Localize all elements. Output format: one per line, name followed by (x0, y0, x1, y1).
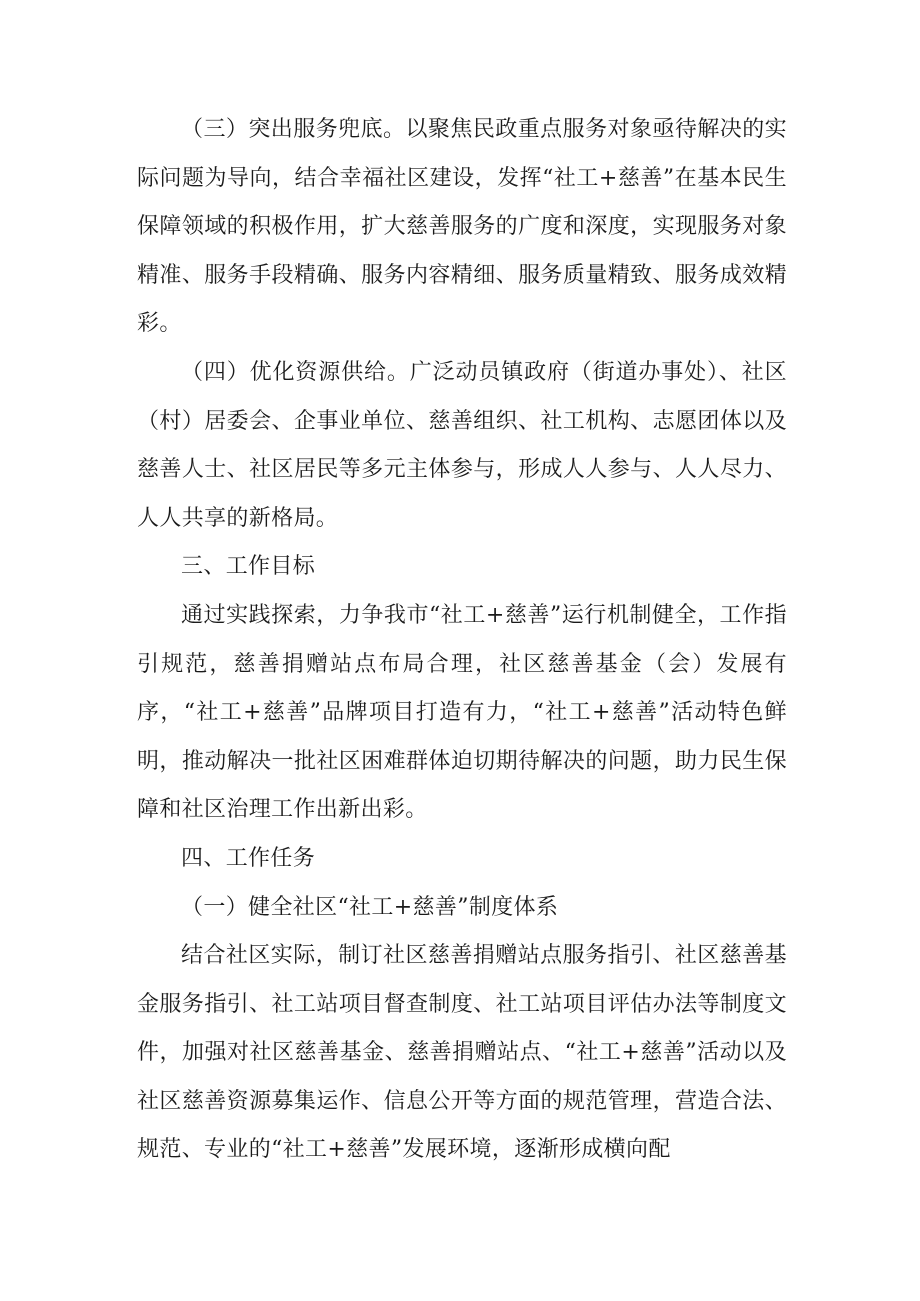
subheading-system-building: （一）健全社区“社工+慈善”制度体系 (181, 894, 559, 920)
section-heading-work-tasks: 四、工作任务 (181, 845, 316, 871)
paragraph-work-goals: 通过实践探索，力争我市“社工+慈善”运行机制健全，工作指引规范，慈善捐赠站点布局合理，社区慈善基金（会）发展有序，“社工+慈善”品牌项目打造有力，“社工+慈善”活动特色鲜明，推动解决一批社区困难群体迫切期待解决的问题，助力民生保障和社区治理工作出新出彩。 (137, 602, 787, 823)
paragraph-system-building: 结合社区实际，制订社区慈善捐赠站点服务指引、社区慈善基金服务指引、社工站项目督查制度、社工站项目评估办法等制度文件，加强对社区慈善基金、慈善捐赠站点、“社工+慈善”活动以及社区慈善资源募集运作、信息公开等方面的规范管理，营造合法、规范、专业的“社工+慈善”发展环境，逐渐形成横向配 (137, 943, 787, 1163)
paragraph-resource-supply: （四）优化资源供给。广泛动员镇政府（街道办事处）、社区（村）居委会、企事业单位、慈善组织、社工机构、志愿团体以及慈善人士、社区居民等多元主体参与，形成人人参与、人人尽力、人人共享的新格局。 (137, 359, 787, 531)
section-heading-work-goals: 三、工作目标 (181, 554, 316, 580)
document-body (137, 106, 787, 1175)
paragraph-service-baseline: （三）突出服务兜底。以聚焦民政重点服务对象亟待解决的实际问题为导向，结合幸福社区建设，发挥“社工+慈善”在基本民生保障领域的积极作用，扩大慈善服务的广度和深度，实现服务对象精准、服务手段精确、服务内容精细、服务质量精致、服务成效精彩。 (137, 117, 787, 337)
